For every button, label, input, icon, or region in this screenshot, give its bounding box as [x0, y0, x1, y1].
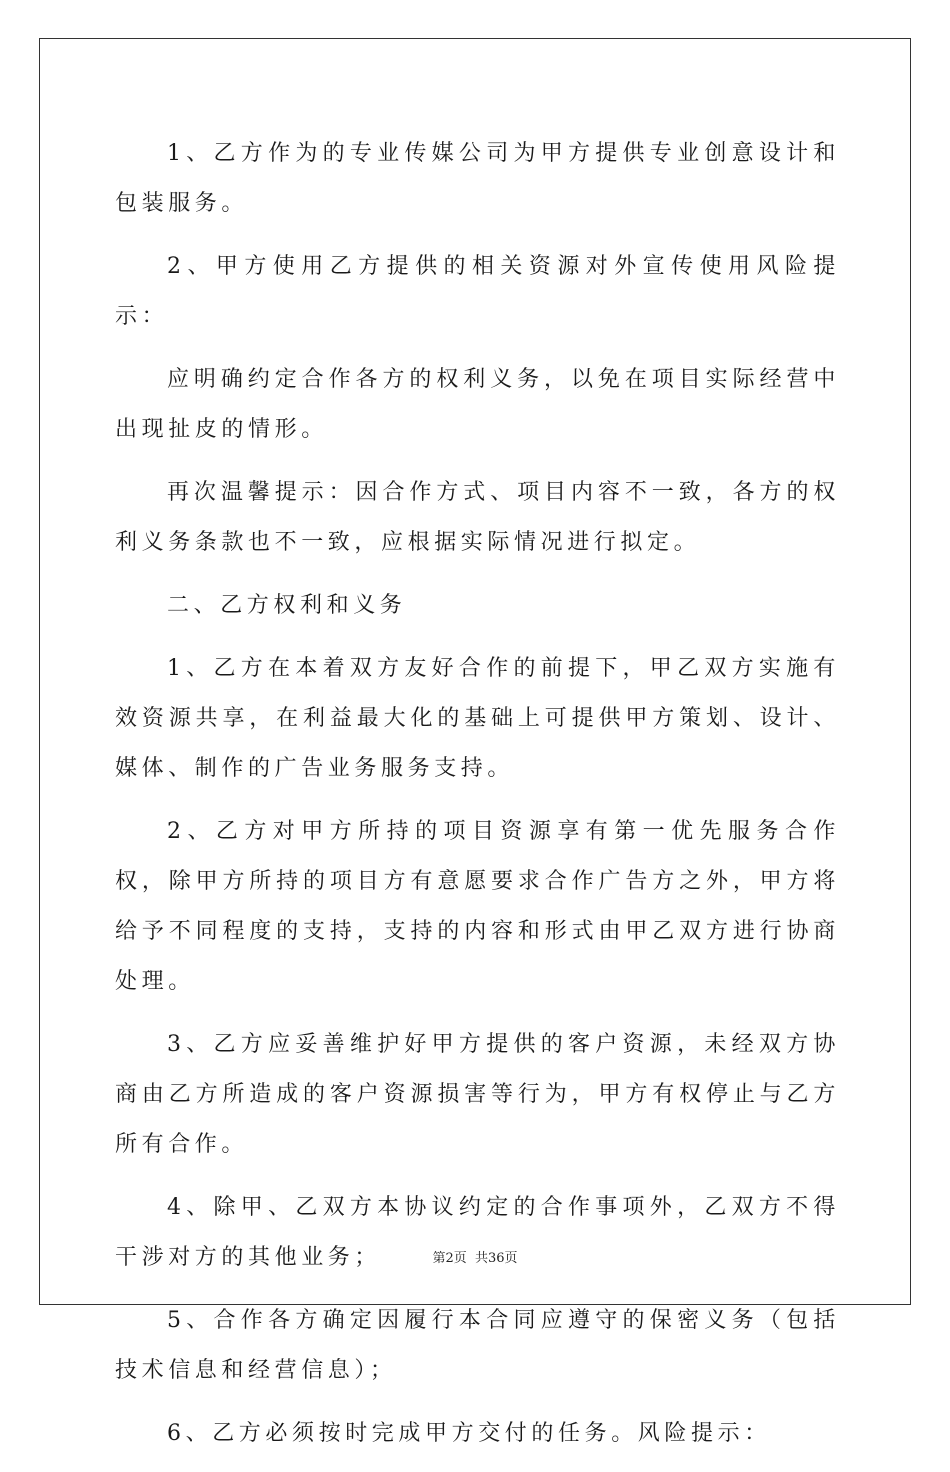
section-heading: 二、乙方权利和义务 — [167, 593, 407, 618]
page-total: 共36页 — [474, 1251, 518, 1266]
paragraph: 1、乙方作为的专业传媒公司为甲方提供专业创意设计和包装服务。 — [115, 141, 840, 216]
paragraph: 3、乙方应妥善维护好甲方提供的客户资源，未经双方协商由乙方所造成的客户资源损害等行为，甲方有权停止与乙方所有合作。 — [115, 1032, 840, 1157]
paragraph: 1、乙方在本着双方友好合作的前提下，甲乙双方实施有效资源共享，在利益最大化的基础上可提供甲方策划、设计、媒体、制作的广告业务服务支持。 — [115, 656, 840, 781]
paragraph: 2、甲方使用乙方提供的相关资源对外宣传使用风险提示： — [115, 254, 840, 329]
page-number: 第2页 — [432, 1251, 467, 1266]
paragraph: 4、除甲、乙双方本协议约定的合作事项外，乙双方不得干涉对方的其他业务； — [115, 1195, 840, 1270]
paragraph: 再次温馨提示：因合作方式、项目内容不一致，各方的权利义务条款也不一致，应根据实际情况进行拟定。 — [115, 480, 840, 555]
paragraph: 6、乙方必须按时完成甲方交付的任务。风险提示： — [167, 1421, 771, 1446]
page-footer — [0, 1247, 950, 1266]
paragraph: 应明确约定合作各方的权利义务，以免在项目实际经营中出现扯皮的情形。 — [115, 367, 840, 442]
paragraph: 2、乙方对甲方所持的项目资源享有第一优先服务合作权，除甲方所持的项目方有意愿要求合作广告方之外，甲方将给予不同程度的支持，支持的内容和形式由甲乙双方进行协商处理。 — [115, 819, 840, 994]
paragraph: 5、合作各方确定因履行本合同应遵守的保密义务（包括技术信息和经营信息）； — [115, 1308, 840, 1383]
document-body — [115, 129, 840, 1472]
